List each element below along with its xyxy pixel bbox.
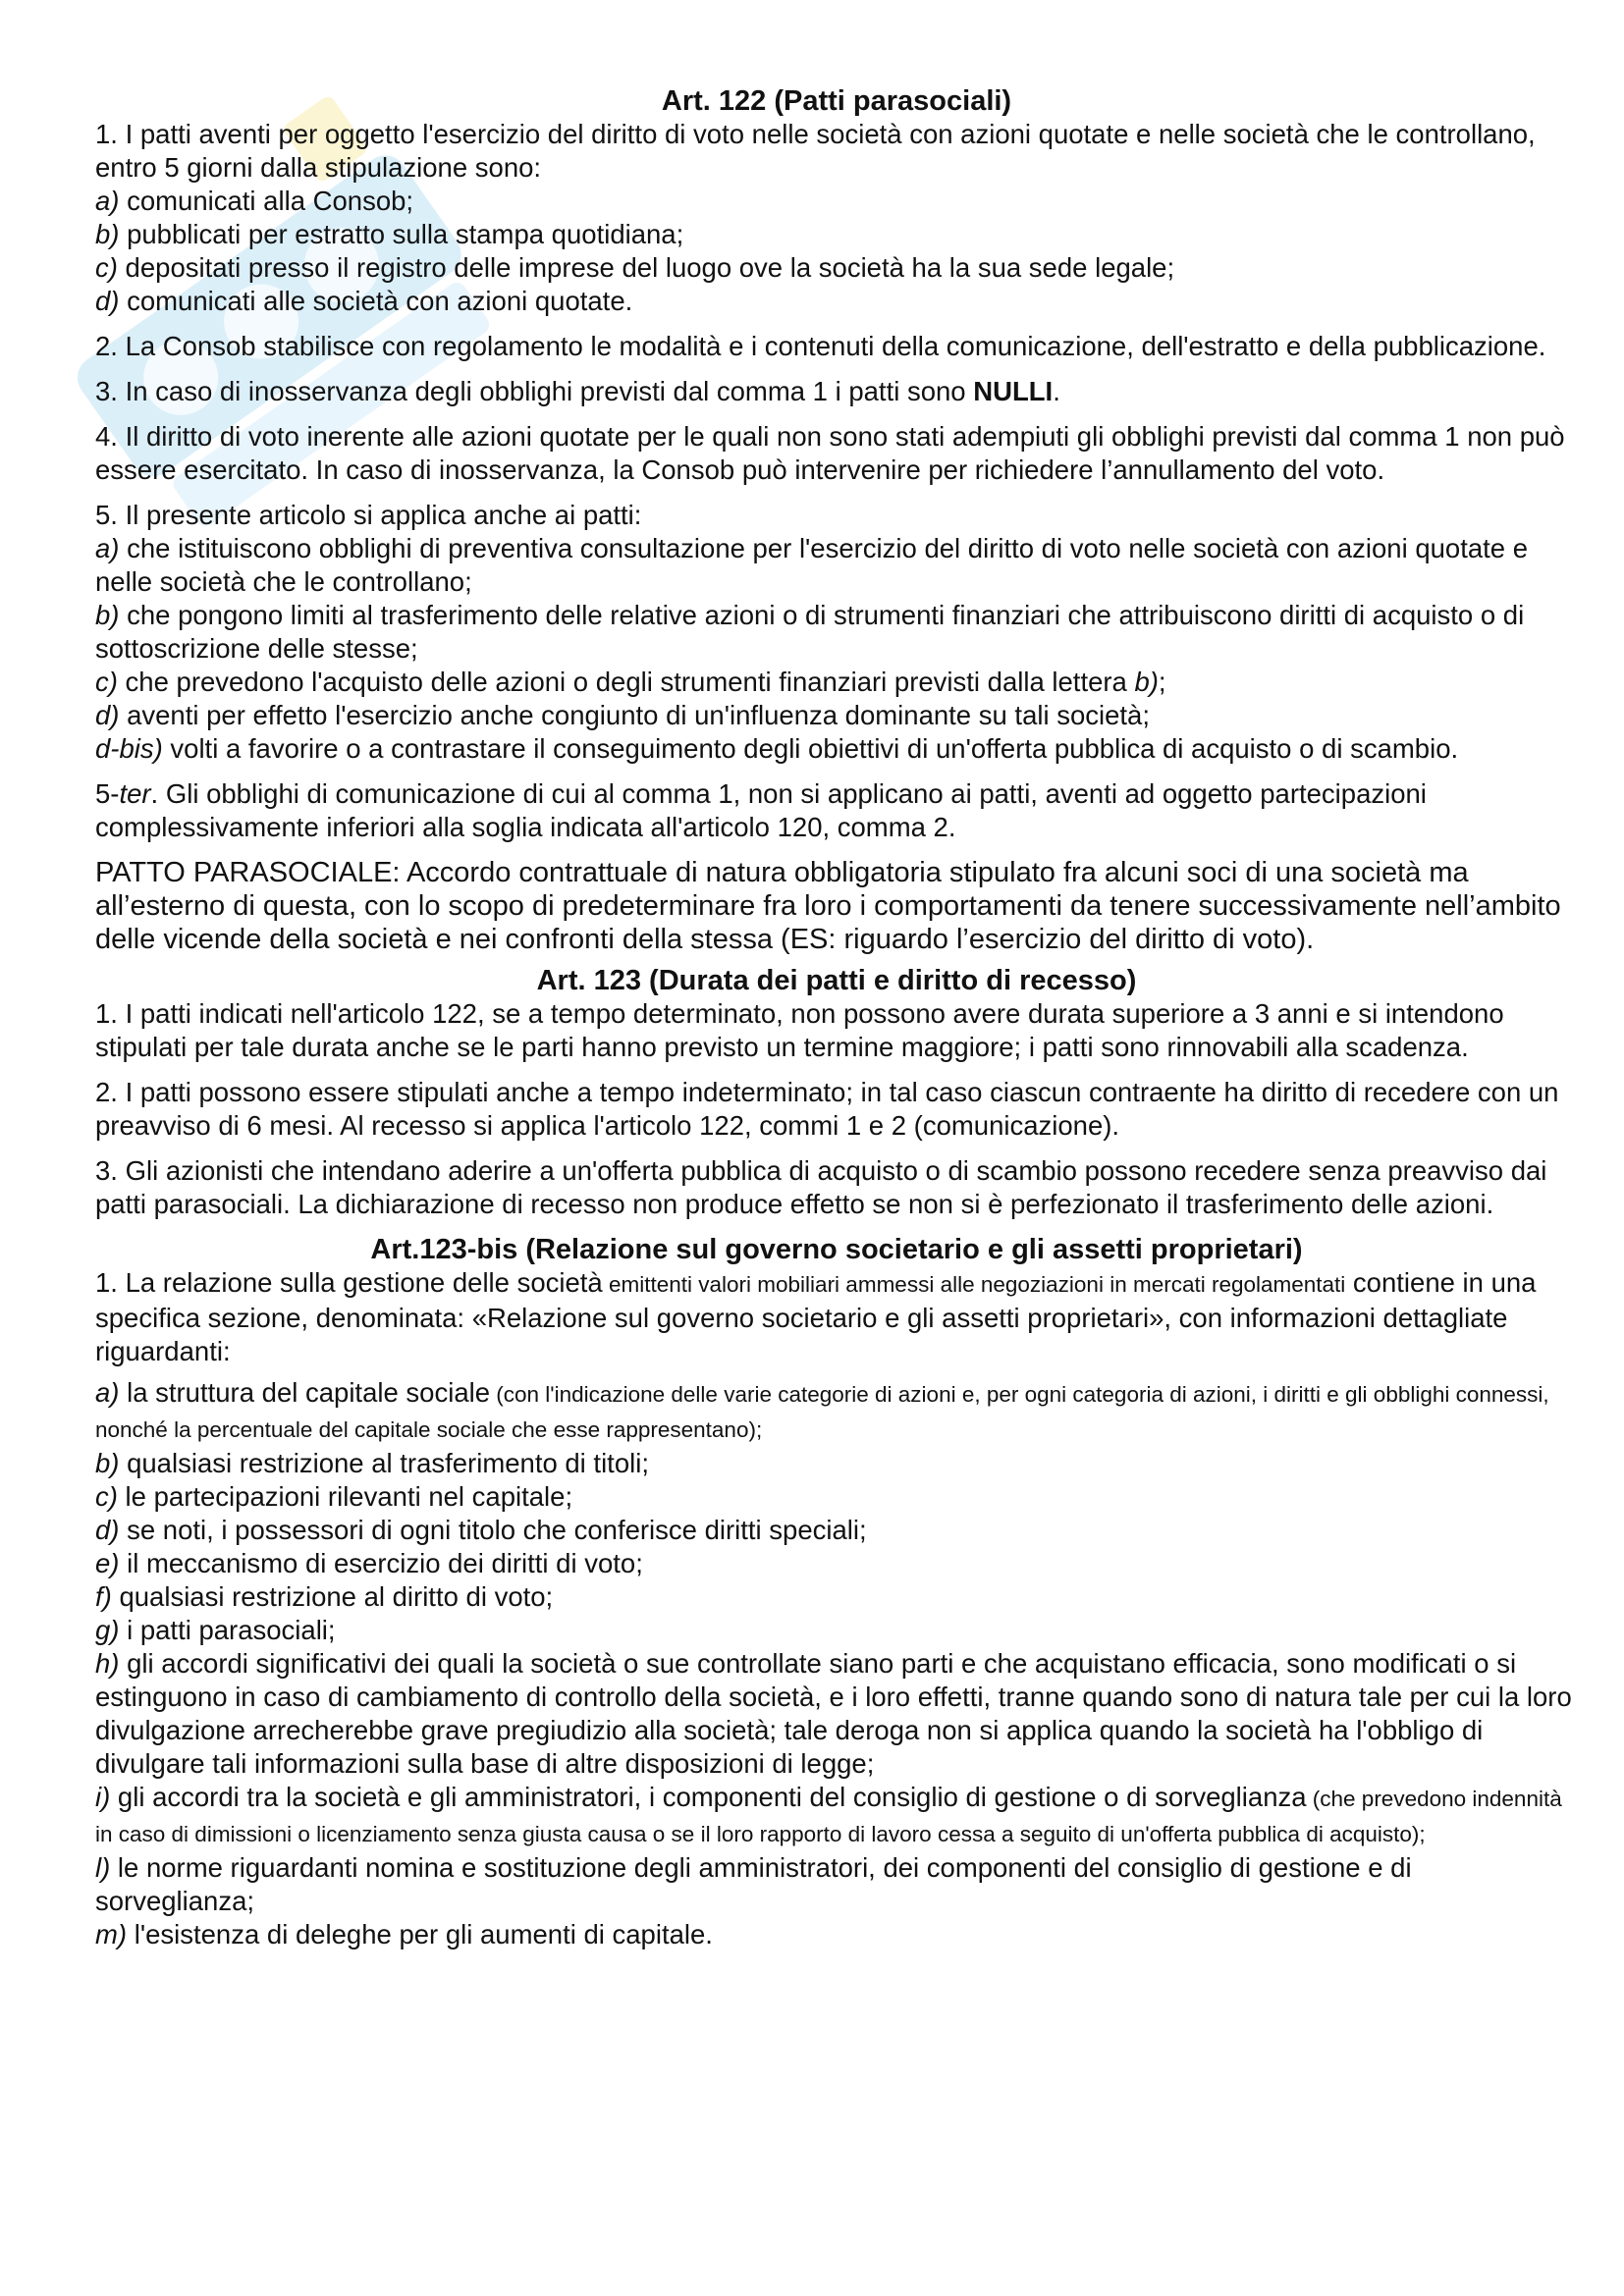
- art123-c3: 3. Gli azionisti che intendano aderire a un'offerta pubblica di acquisto o di scambio possono recedere senza preavviso dai patti parasociali. La dichiarazione di recesso non produce effetto se non si è perfezionato il trasferimento delle azioni.: [95, 1155, 1547, 1219]
- art123bis-item-i: i) gli accordi tra la società e gli amministratori, i componenti del consiglio di gestione o di sorveglianza (che prevedono indennità in caso di dimissioni o licenziamento senza giusta causa o se il loro rapporto di lavoro cessa a seguito di un'offerta pubblica di acquisto);: [95, 1782, 1562, 1846]
- art123bis-item-m: m) l'esistenza di deleghe per gli aumenti di capitale.: [95, 1919, 713, 1949]
- art123bis-title: Art.123-bis (Relazione sul governo societario e gli assetti proprietari): [370, 1234, 1303, 1265]
- art122-c4: 4. Il diritto di voto inerente alle azioni quotate per le quali non sono stati adempiuti gli obblighi previsti dal comma 1 non può essere esercitato. In caso di inosservanza, la Consob può intervenire per richiedere l’annullamento del voto.: [95, 421, 1565, 485]
- art122-c2: 2. La Consob stabilisce con regolamento le modalità e i contenuti della comunicazione, dell'estratto e della pubblicazione.: [95, 331, 1546, 361]
- art123bis-item-g: g) i patti parasociali;: [95, 1615, 336, 1645]
- art122-c5-item-b: b) che pongono limiti al trasferimento delle relative azioni o di strumenti finanziari che attribuiscono diritti di acquisto o di sottoscrizione delle stesse;: [95, 600, 1525, 664]
- art123bis-item-e: e) il meccanismo di esercizio dei diritti di voto;: [95, 1548, 643, 1578]
- art123bis-intro: 1. La relazione sulla gestione delle società emittenti valori mobiliari ammessi alle negoziazioni in mercati regolamentati contiene in una specifica sezione, denominata: «Relazione sul governo societario e gli assetti proprietari», con informazioni dettagliate riguardanti:: [95, 1267, 1537, 1366]
- art122-c1-intro: 1. I patti aventi per oggetto l'esercizio del diritto di voto nelle società con azioni quotate e nelle società che le controllano, entro 5 giorni dalla stipulazione sono:: [95, 119, 1536, 183]
- document-page: [95, 84, 1578, 1951]
- art122-c3: 3. In caso di inosservanza degli obblighi previsti dal comma 1 i patti sono NULLI.: [95, 376, 1060, 406]
- art123-title: Art. 123 (Durata dei patti e diritto di recesso): [536, 965, 1137, 996]
- art122-c1-item-c: c) depositati presso il registro delle imprese del luogo ove la società ha la sua sede legale;: [95, 252, 1175, 283]
- art122-c1-item-a: a) comunicati alla Consob;: [95, 186, 414, 216]
- art123-c1: 1. I patti indicati nell'articolo 122, se a tempo determinato, non possono avere durata superiore a 3 anni e si intendono stipulati per tale durata anche se le parti hanno previsto un termine maggiore; i patti sono rinnovabili alla scadenza.: [95, 998, 1504, 1062]
- art122-c1-item-b: b) pubblicati per estratto sulla stampa quotidiana;: [95, 219, 684, 249]
- art122-c5ter: 5-ter. Gli obblighi di comunicazione di cui al comma 1, non si applicano ai patti, aventi ad oggetto partecipazioni complessivamente inferiori alla soglia indicata all'articolo 120, comma 2.: [95, 778, 1427, 842]
- art122-c5-item-dbis: d-bis) volti a favorire o a contrastare il conseguimento degli obiettivi di un'offerta pubblica di acquisto o di scambio.: [95, 733, 1459, 764]
- art123-c2: 2. I patti possono essere stipulati anche a tempo indeterminato; in tal caso ciascun contraente ha diritto di recedere con un preavviso di 6 mesi. Al recesso si applica l'articolo 122, commi 1 e 2 (comunicazione).: [95, 1077, 1559, 1141]
- art123bis-item-l: l) le norme riguardanti nomina e sostituzione degli amministratori, dei componenti del consiglio di gestione e di sorveglianza;: [95, 1852, 1412, 1916]
- art123bis-item-c: c) le partecipazioni rilevanti nel capitale;: [95, 1481, 573, 1512]
- art123bis-item-h: h) gli accordi significativi dei quali la società o sue controllate siano parti e che acquistano efficacia, sono modificati o si estinguono in caso di cambiamento di controllo della società, e i loro effetti, tranne quando sono di natura tale per cui la loro divulgazione arrecherebbe grave pregiudizio alla società; tale deroga non si applica quando la società ha l'obbligo di divulgare tali informazioni sulla base di altre disposizioni di legge;: [95, 1648, 1572, 1779]
- definition-patto-parasociale: PATTO PARASOCIALE: Accordo contrattuale di natura obbligatoria stipulato fra alcuni soci di una società ma all’esterno di questa, con lo scopo di predeterminare fra loro i comportamenti da tenere successivamente nell’ambito delle vicende della società e nei confronti della stessa (ES: riguardo l’esercizio del diritto di voto).: [95, 857, 1561, 955]
- art122-title: Art. 122 (Patti parasociali): [661, 85, 1012, 117]
- art122-c5-item-c: c) che prevedono l'acquisto delle azioni o degli strumenti finanziari previsti dalla lettera b);: [95, 667, 1166, 697]
- art122-c5-intro: 5. Il presente articolo si applica anche ai patti:: [95, 500, 642, 530]
- art123bis-item-d: d) se noti, i possessori di ogni titolo che conferisce diritti speciali;: [95, 1515, 867, 1545]
- art122-c5-item-a: a) che istituiscono obblighi di preventiva consultazione per l'esercizio del diritto di voto nelle società con azioni quotate e nelle società che le controllano;: [95, 533, 1529, 597]
- art123bis-item-f: f) qualsiasi restrizione al diritto di voto;: [95, 1581, 554, 1612]
- art123bis-item-b: b) qualsiasi restrizione al trasferimento di titoli;: [95, 1448, 649, 1478]
- art122-c1-item-d: d) comunicati alle società con azioni quotate.: [95, 286, 633, 316]
- art123bis-item-a: a) la struttura del capitale sociale (con l'indicazione delle varie categorie di azioni e, per ogni categoria di azioni, i diritti e gli obblighi connessi, nonché la percentuale del capitale sociale che esse rappresentano);: [95, 1377, 1549, 1442]
- art122-c5-item-d: d) aventi per effetto l'esercizio anche congiunto di un'influenza dominante su tali società;: [95, 700, 1150, 730]
